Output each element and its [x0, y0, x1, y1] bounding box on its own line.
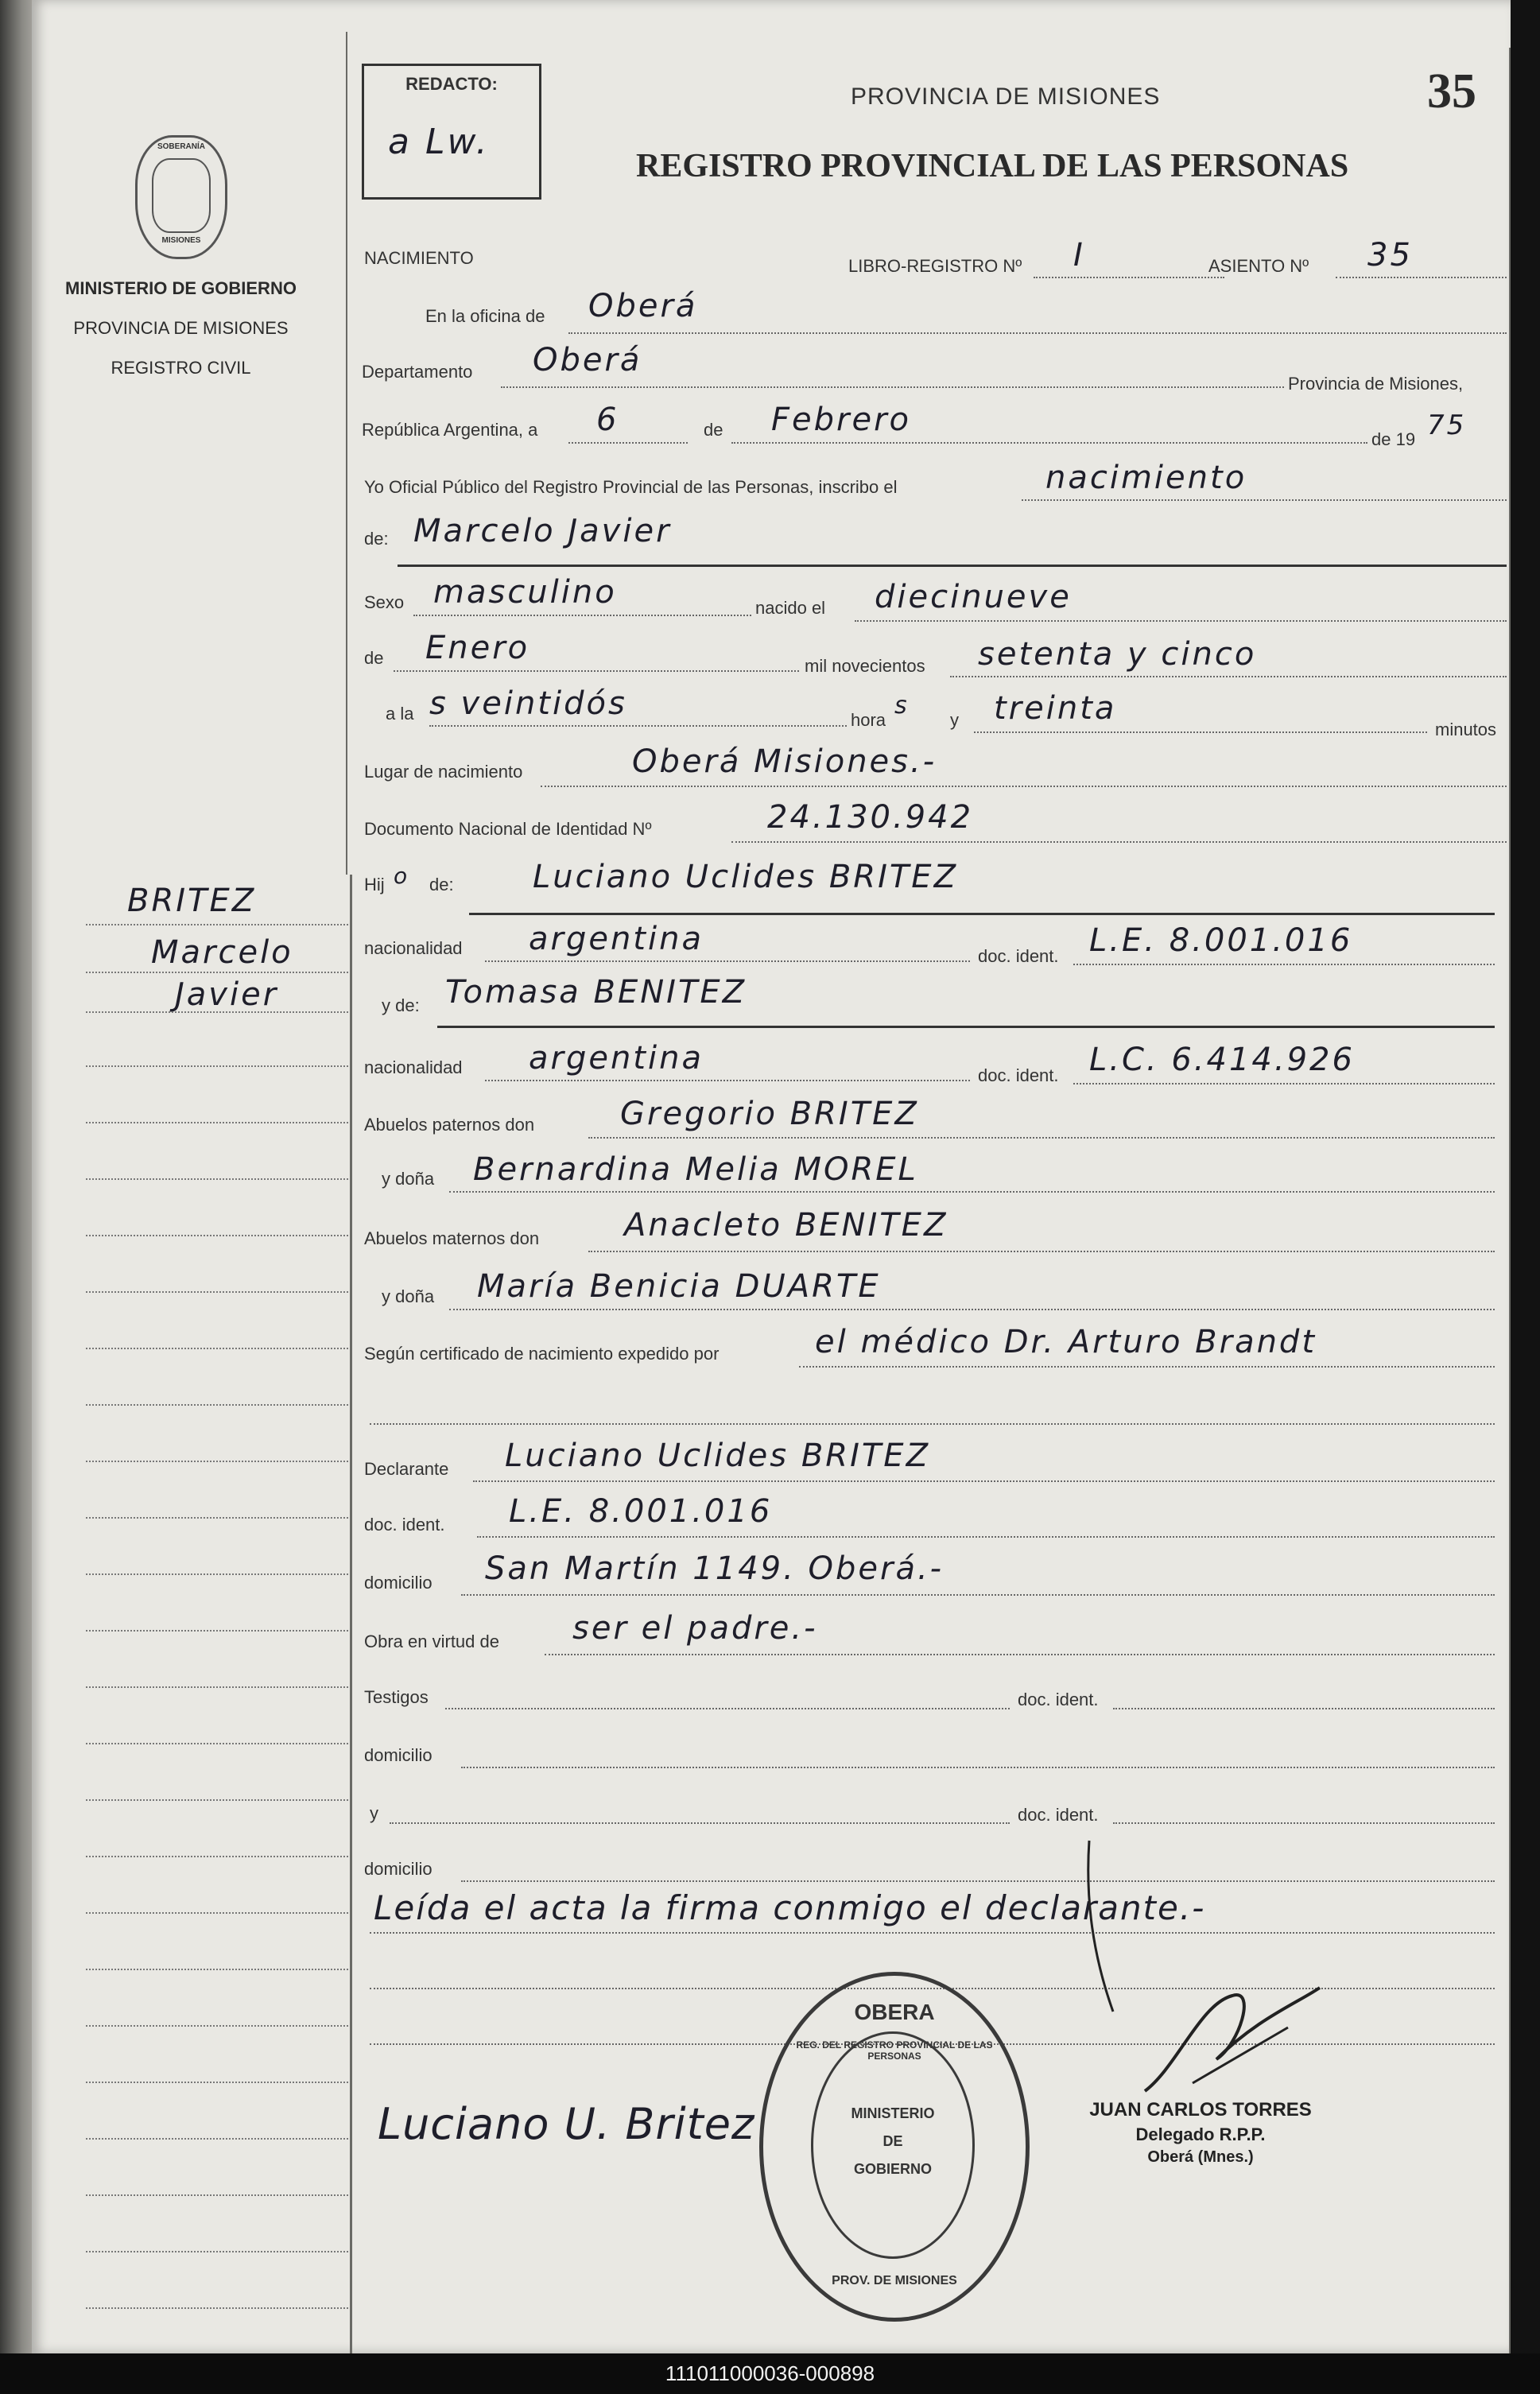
margin-ruled-line — [86, 1348, 348, 1349]
doc-declarante-value: L.E. 8.001.016 — [509, 1493, 773, 1530]
asiento-label: ASIENTO Nº — [1208, 256, 1309, 276]
scan-id: 111011000036-000898 — [0, 2353, 1540, 2394]
doc-padre-value: L.E. 8.001.016 — [1089, 922, 1353, 959]
seal-top-text: OBERA — [854, 2000, 935, 2024]
redacto-label: REDACTO: — [405, 74, 498, 94]
closing-statement: Leída el acta la firma conmigo el declarante.- — [374, 1888, 1206, 1927]
abuela-paterna-value: Bernardina Melia MOREL — [473, 1151, 918, 1188]
margin-ruled-line — [86, 2307, 348, 2309]
margin-ruled-line — [86, 1630, 348, 1632]
inscribo-value: nacimiento — [1045, 460, 1247, 496]
horas-suffix: s — [894, 692, 910, 720]
lugar-label: Lugar de nacimiento — [364, 762, 523, 782]
provincia-suffix: Provincia de Misiones, — [1288, 374, 1464, 394]
official-place: Oberá (Mnes.) — [1147, 2148, 1254, 2166]
asiento-value: 35 — [1367, 237, 1413, 274]
margin-ruled-line — [86, 1065, 348, 1067]
margin-surname: BRITEZ — [127, 883, 257, 919]
ministry-province: PROVINCIA DE MISIONES — [73, 318, 289, 338]
doc-testigo2-label: doc. ident. — [1018, 1805, 1099, 1825]
abuela-materna-label: y doña — [382, 1286, 435, 1306]
horas-label: hora — [851, 710, 886, 730]
margin-ruled-line — [86, 1178, 348, 1180]
margin-ruled-line — [86, 2138, 348, 2140]
declarant-signature: Luciano U. Britez — [378, 2099, 755, 2149]
margin-ruled-line — [86, 1686, 348, 1688]
republica-label: República Argentina, a — [362, 420, 538, 440]
anio-nacimiento-value: setenta y cinco — [978, 636, 1257, 673]
abuela-paterna-label: y doña — [382, 1169, 435, 1189]
mes-value: Febrero — [771, 402, 911, 438]
redacto-box — [362, 64, 541, 200]
margin-ruled-line — [86, 2082, 348, 2083]
libro-label: LIBRO-REGISTRO Nº — [848, 256, 1022, 276]
province-heading: PROVINCIA DE MISIONES — [851, 83, 1161, 110]
yo-oficial-label: Yo Oficial Público del Registro Provincial de las Personas, inscribo el — [364, 477, 898, 497]
left-column — [32, 0, 330, 2353]
domicilio-testigo1-label: domicilio — [364, 1745, 433, 1765]
abuelos-paternos-label: Abuelos paternos don — [364, 1115, 535, 1135]
doc-testigo1-label: doc. ident. — [1018, 1690, 1099, 1709]
nacido-value: diecinueve — [875, 579, 1072, 615]
testigo2-label: y — [370, 1803, 378, 1823]
official-name: JUAN CARLOS TORRES — [1089, 2099, 1312, 2120]
hijo-suffix: o — [394, 863, 410, 889]
registry-seal-icon — [759, 1972, 1030, 2322]
y-label: y — [950, 710, 959, 730]
mil-label: mil novecientos — [805, 656, 925, 676]
seal-inner-line1: MINISTERIO — [851, 2105, 935, 2121]
nacionalidad-madre-label: nacionalidad — [364, 1057, 463, 1077]
mes-nacimiento-value: Enero — [425, 630, 530, 666]
nacionalidad-madre-value: argentina — [529, 1040, 704, 1077]
certificado-value: el médico Dr. Arturo Brandt — [815, 1324, 1317, 1360]
margin-ruled-line — [86, 1799, 348, 1801]
domicilio-value: San Martín 1149. Oberá.- — [485, 1550, 945, 1587]
seal-ring-text: REG. DEL REGISTRO PROVINCIAL DE LAS PERSONAS — [796, 2039, 993, 2062]
emblem-top-text: SOBERANÍA — [157, 142, 205, 151]
official-signature-icon — [1129, 1972, 1336, 2115]
nacionalidad-padre-label: nacionalidad — [364, 938, 463, 958]
obra-value: ser el padre.- — [572, 1610, 818, 1647]
margin-ruled-line — [86, 1235, 348, 1236]
margin-ruled-line — [86, 1969, 348, 1970]
page-number: 35 — [1427, 64, 1476, 118]
nacionalidad-padre-value: argentina — [529, 921, 704, 957]
doc-declarante-label: doc. ident. — [364, 1515, 445, 1535]
oficina-value: Oberá — [588, 288, 698, 324]
nombre-de-label: de: — [364, 529, 389, 549]
sexo-label: Sexo — [364, 592, 405, 612]
register-page — [32, 0, 1511, 2353]
margin-ruled-line — [86, 1573, 348, 1575]
abuelo-materno-value: Anacleto BENITEZ — [624, 1207, 948, 1244]
de-label: de — [704, 420, 723, 440]
margin-divider — [350, 875, 352, 2353]
declarante-value: Luciano Uclides BRITEZ — [505, 1438, 930, 1474]
nombre-value: Marcelo Javier — [413, 513, 672, 549]
abuelos-maternos-label: Abuelos maternos don — [364, 1228, 540, 1248]
minutos-value: treinta — [994, 690, 1117, 727]
doc-padre-label: doc. ident. — [978, 946, 1059, 966]
sexo-value: masculino — [433, 574, 617, 611]
nacido-label: nacido el — [755, 598, 826, 618]
minutos-label: minutos — [1435, 720, 1497, 739]
seal-inner-line3: GOBIERNO — [853, 2161, 932, 2177]
doc-madre-label: doc. ident. — [978, 1065, 1059, 1085]
margin-ruled-line — [86, 1404, 348, 1406]
ministry-registry: REGISTRO CIVIL — [111, 358, 251, 378]
hora-value: s veintidós — [429, 685, 627, 722]
margin-ruled-line — [86, 1856, 348, 1857]
emblem-bottom-text: MISIONES — [161, 236, 201, 245]
doc-madre-value: L.C. 6.414.926 — [1089, 1042, 1355, 1078]
margin-pen-stroke-icon — [1073, 1837, 1121, 2020]
a-la-label: a la — [386, 704, 414, 724]
margin-ruled-line — [86, 2194, 348, 2196]
seal-bottom-text: PROV. DE MISIONES — [832, 2274, 957, 2287]
hijo-de-label: de: — [429, 875, 454, 894]
document-title: REGISTRO PROVINCIAL DE LAS PERSONAS — [636, 148, 1349, 184]
declarante-label: Declarante — [364, 1459, 449, 1479]
margin-ruled-line — [86, 1912, 348, 1914]
domicilio-testigo2-label: domicilio — [364, 1859, 433, 1879]
ministry-title: MINISTERIO DE GOBIERNO — [65, 278, 297, 298]
oficina-label: En la oficina de — [425, 306, 545, 326]
madre-value: Tomasa BENITEZ — [445, 974, 747, 1011]
nacimiento-label: NACIMIENTO — [364, 248, 474, 268]
certificado-label: Según certificado de nacimiento expedido por — [364, 1344, 720, 1364]
seal-inner-line2: DE — [882, 2133, 903, 2149]
obra-label: Obra en virtud de — [364, 1632, 499, 1651]
departamento-value: Oberá — [533, 342, 642, 378]
dni-label: Documento Nacional de Identidad Nº — [364, 819, 652, 839]
margin-ruled-line — [86, 2251, 348, 2252]
abuela-materna-value: María Benicia DUARTE — [477, 1268, 881, 1305]
anio-value: 75 — [1427, 409, 1467, 441]
margin-second-name: Javier — [175, 976, 279, 1013]
margin-first-name: Marcelo — [151, 934, 293, 971]
dia-value: 6 — [596, 402, 619, 438]
margin-ruled-line — [86, 1461, 348, 1462]
margin-ruled-line — [86, 1291, 348, 1293]
margin-ruled-line — [86, 1743, 348, 1744]
abuelo-paterno-value: Gregorio BRITEZ — [620, 1096, 919, 1132]
margin-ruled-line — [86, 1517, 348, 1519]
testigos-label: Testigos — [364, 1687, 429, 1707]
mes-nacimiento-label: de — [364, 648, 384, 668]
departamento-label: Departamento — [362, 362, 473, 382]
redacto-value: a Lw. — [388, 122, 490, 162]
libro-value: I — [1073, 237, 1085, 274]
margin-ruled-line — [86, 1122, 348, 1123]
official-role: Delegado R.P.P. — [1135, 2124, 1266, 2144]
province-emblem-icon — [135, 135, 227, 259]
anio-label: de 19 — [1371, 429, 1416, 449]
madre-de-label: y de: — [382, 995, 420, 1015]
domicilio-label: domicilio — [364, 1573, 433, 1593]
padre-value: Luciano Uclides BRITEZ — [533, 859, 958, 895]
lugar-value: Oberá Misiones.- — [632, 743, 937, 780]
margin-ruled-line — [86, 2025, 348, 2027]
dni-value: 24.130.942 — [767, 799, 974, 836]
hijo-label: Hij — [364, 875, 385, 894]
